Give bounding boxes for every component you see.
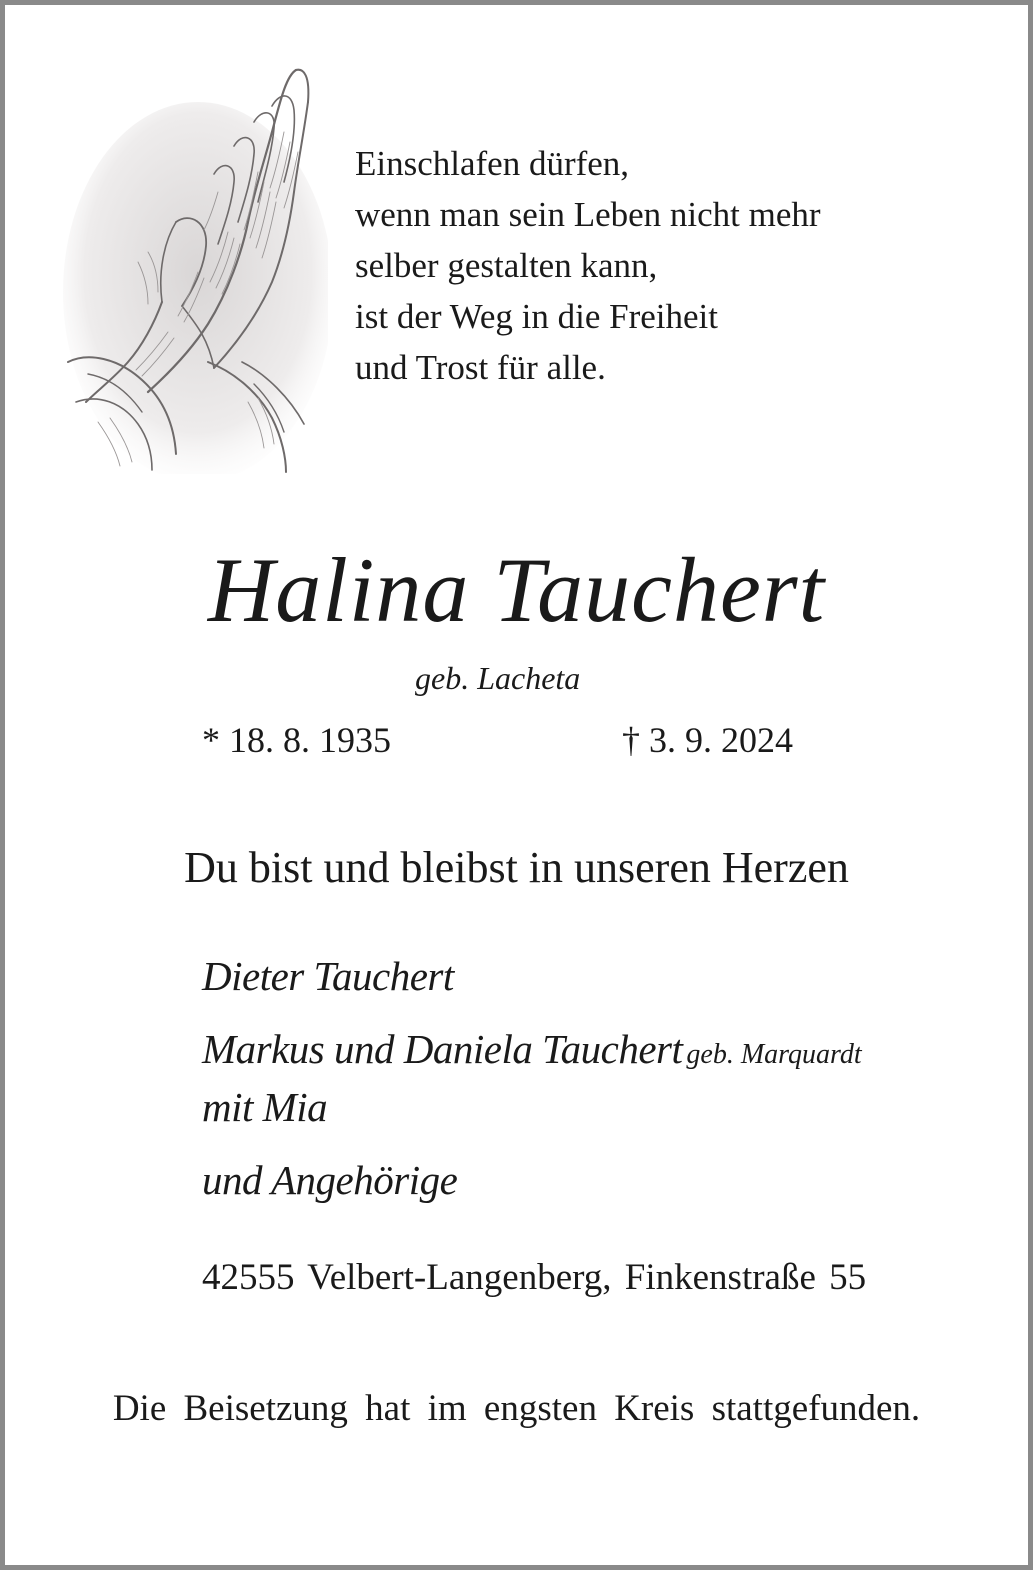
motto: Du bist und bleibst in unseren Herzen [184, 843, 849, 892]
poem-line: selber gestalten kann, [355, 246, 658, 285]
poem-line: und Trost für alle. [355, 348, 606, 387]
maiden-name: geb. Lacheta [415, 660, 581, 696]
address: 42555 Velbert-Langenberg, Finkenstraße 55 [202, 1257, 867, 1298]
poem-line: Einschlafen dürfen, [355, 144, 630, 183]
mourner-line: mit Mia [202, 1084, 328, 1130]
mourner-maiden-name: geb. Marquardt [686, 1039, 862, 1070]
birth-date: * 18. 8. 1935 [202, 720, 391, 760]
funeral-note: Die Beisetzung hat im engsten Kreis stattgefunden. [112, 1388, 921, 1429]
poem [355, 138, 821, 393]
mourner-line: und Angehörige [202, 1157, 458, 1203]
mourner-line [202, 1024, 862, 1080]
mourner-names: Markus und Daniela Tauchert [202, 1026, 683, 1072]
praying-hands-icon [58, 62, 328, 474]
poem-line: ist der Weg in die Freiheit [355, 297, 718, 336]
poem-line: wenn man sein Leben nicht mehr [355, 195, 821, 234]
deceased-name: Halina Tauchert [207, 539, 826, 641]
death-date: † 3. 9. 2024 [622, 720, 793, 760]
mourner-line: Dieter Tauchert [202, 953, 454, 999]
